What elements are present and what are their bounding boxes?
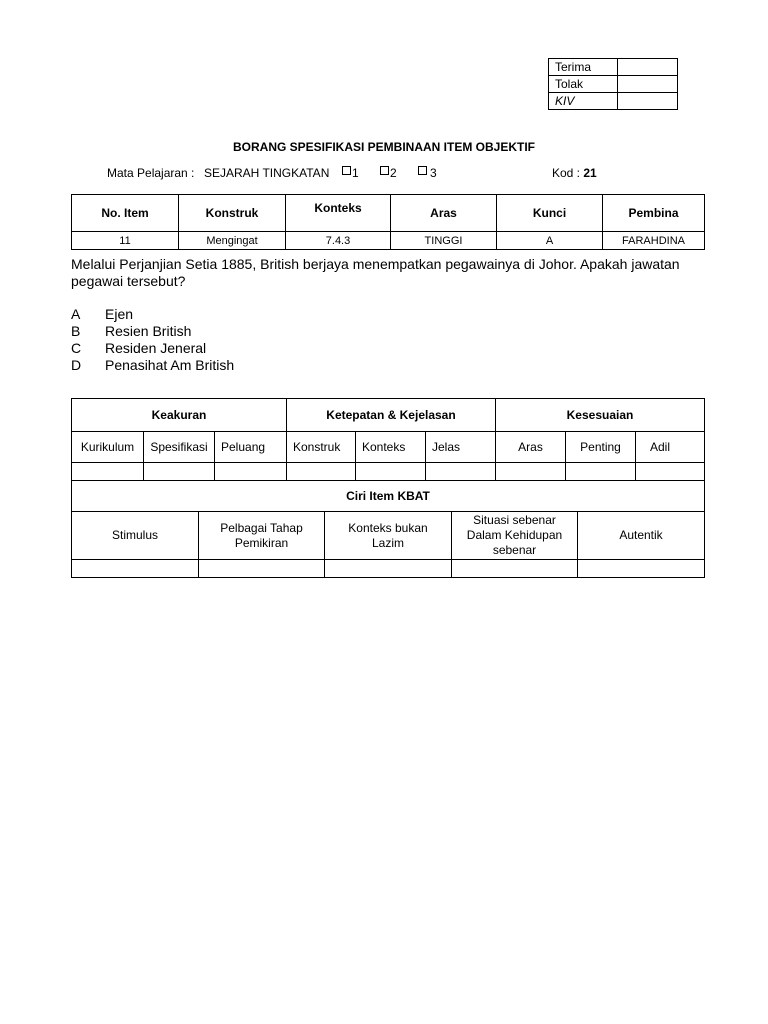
header-no-item: No. Item (72, 195, 179, 232)
option-letter: B (71, 323, 81, 339)
option-text: Penasihat Am British (105, 357, 235, 373)
header-aras: Aras (391, 195, 497, 232)
status-box (548, 58, 678, 110)
option-d (71, 357, 234, 374)
status-tolak-label: Tolak (549, 76, 618, 93)
group-ketepatan-kejelasan: Ketepatan & Kejelasan (287, 399, 496, 432)
cell-pembina: FARAHDINA (603, 232, 705, 250)
level-1-label: 1 (352, 166, 359, 180)
kbat-situasi-sebenar: Situasi sebenar Dalam Kehidupan sebenar (452, 512, 578, 560)
item-spec-table (71, 194, 705, 250)
header-konteks: Konteks (286, 195, 391, 232)
kbat-score-konteks[interactable] (325, 560, 452, 578)
kod-label: Kod : (552, 166, 581, 180)
header-pembina: Pembina (603, 195, 705, 232)
score-konstruk[interactable] (287, 463, 356, 481)
kod-field (552, 166, 597, 180)
option-text: Ejen (105, 306, 134, 322)
level-3-checkbox[interactable] (418, 166, 427, 175)
sub-adil: Adil (636, 432, 705, 463)
option-a (71, 306, 234, 323)
sub-penting: Penting (566, 432, 636, 463)
score-peluang[interactable] (215, 463, 287, 481)
status-kiv-cell[interactable] (618, 93, 678, 110)
form-title: BORANG SPESIFIKASI PEMBINAAN ITEM OBJEKTIF (232, 140, 536, 154)
subject-value: SEJARAH TINGKATAN (204, 166, 330, 180)
score-jelas[interactable] (426, 463, 496, 481)
evaluation-table (71, 398, 705, 481)
sub-peluang: Peluang (215, 432, 287, 463)
option-b (71, 323, 234, 340)
sub-konstruk: Konstruk (287, 432, 356, 463)
status-terima-label: Terima (549, 59, 618, 76)
score-adil[interactable] (636, 463, 705, 481)
level-3-label: 3 (430, 166, 437, 180)
question-text: Melalui Perjanjian Setia 1885, British berjaya menempatkan pegawainya di Johor. Apakah jawatan pegawai tersebut? (71, 256, 680, 289)
sub-spesifikasi: Spesifikasi (144, 432, 215, 463)
option-letter: C (71, 340, 82, 356)
header-kunci: Kunci (497, 195, 603, 232)
level-2-label: 2 (390, 166, 397, 180)
kbat-table (71, 480, 705, 578)
score-spesifikasi[interactable] (144, 463, 215, 481)
sub-jelas: Jelas (426, 432, 496, 463)
cell-konteks: 7.4.3 (286, 232, 391, 250)
option-letter: A (71, 306, 81, 322)
answer-options (71, 306, 234, 374)
kbat-score-stimulus[interactable] (72, 560, 199, 578)
status-tolak-cell[interactable] (618, 76, 678, 93)
kbat-pelbagai-tahap: Pelbagai Tahap Pemikiran (199, 512, 325, 560)
level-1-checkbox[interactable] (342, 166, 351, 175)
group-kesesuaian: Kesesuaian (496, 399, 705, 432)
table-row (72, 232, 705, 250)
header-konstruk: Konstruk (179, 195, 286, 232)
cell-konstruk: Mengingat (179, 232, 286, 250)
level-2-checkbox[interactable] (380, 166, 389, 175)
kbat-score-autentik[interactable] (578, 560, 705, 578)
option-letter: D (71, 357, 82, 373)
kbat-score-pelbagai-tahap[interactable] (199, 560, 325, 578)
score-penting[interactable] (566, 463, 636, 481)
option-text: Resien British (105, 323, 192, 339)
score-aras[interactable] (496, 463, 566, 481)
sub-konteks: Konteks (356, 432, 426, 463)
option-c (71, 340, 234, 357)
kod-value: 21 (583, 166, 597, 180)
option-text: Residen Jeneral (105, 340, 207, 356)
kbat-stimulus: Stimulus (72, 512, 199, 560)
subject-label: Mata Pelajaran : (107, 166, 195, 180)
score-konteks[interactable] (356, 463, 426, 481)
cell-kunci: A (497, 232, 603, 250)
cell-no-item: 11 (72, 232, 179, 250)
status-kiv-label: KIV (549, 93, 618, 110)
kbat-score-situasi[interactable] (452, 560, 578, 578)
sub-aras: Aras (496, 432, 566, 463)
subject-line (107, 166, 627, 182)
status-terima-cell[interactable] (618, 59, 678, 76)
kbat-title: Ciri Item KBAT (72, 481, 705, 512)
kbat-autentik: Autentik (578, 512, 705, 560)
cell-aras: TINGGI (391, 232, 497, 250)
kbat-konteks-bukan-lazim: Konteks bukan Lazim (325, 512, 452, 560)
score-kurikulum[interactable] (72, 463, 144, 481)
sub-kurikulum: Kurikulum (72, 432, 144, 463)
group-keakuran: Keakuran (72, 399, 287, 432)
